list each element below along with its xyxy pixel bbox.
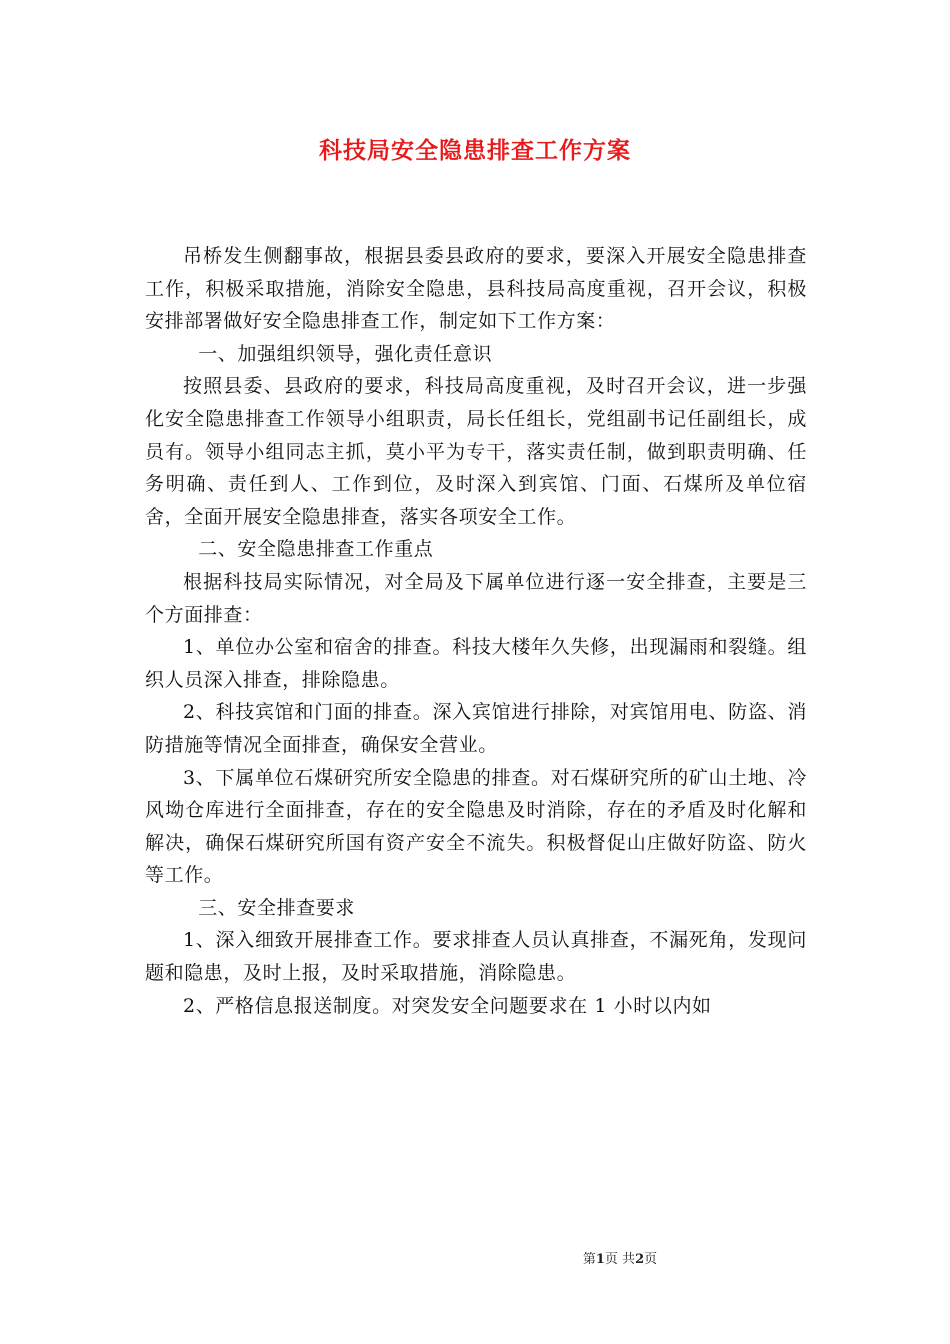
footer-total-pages: 2 bbox=[635, 1252, 645, 1267]
section-heading-3: 三、安全排查要求 bbox=[198, 896, 355, 919]
footer-page-number: 1 bbox=[595, 1252, 605, 1267]
list-item-3-1: 1、深入细致开展排查工作。要求排查人员认真排查，不漏死角，发现问题和隐患，及时上报，及时采取措施，消除隐患。 bbox=[145, 929, 807, 985]
list-item-2-3: 3、下属单位石煤研究所安全隐患的排查。对石煤研究所的矿山土地、冷风坳仓库进行全面排查，存在的安全隐患及时消除，存在的矛盾及时化解和解决，确保石煤研究所国有资产安全不流失。积极督促山庄做好防盗、防火等工作。 bbox=[145, 766, 807, 887]
paragraph-section-2: 根据科技局实际情况，对全局及下属单位进行逐一安全排查，主要是三个方面排查： bbox=[145, 570, 807, 626]
paragraph-intro: 吊桥发生侧翻事故，根据县委县政府的要求，要深入开展安全隐患排查工作，积极采取措施，消除安全隐患，县科技局高度重视，召开会议，积极安排部署做好安全隐患排查工作，制定如下工作方案： bbox=[145, 245, 807, 333]
list-item-3-2: 2、严格信息报送制度。对突发安全问题要求在 1 小时以内如 bbox=[183, 994, 712, 1017]
paragraph-section-1: 按照县委、县政府的要求，科技局高度重视，及时召开会议，进一步强化安全隐患排查工作领导小组职责，局长任组长，党组副书记任副组长，成员有。领导小组同志主抓，莫小平为专干，落实责任制，做到职责明确、任务明确、责任到人、工作到位，及时深入到宾馆、门面、石煤所及单位宿舍，全面开展安全隐患排查，落实各项安全工作。 bbox=[145, 375, 807, 528]
footer-middle: 页 共 bbox=[604, 1252, 636, 1267]
list-item-2-2: 2、科技宾馆和门面的排查。深入宾馆进行排除，对宾馆用电、防盗、消防措施等情况全面排查，确保安全营业。 bbox=[145, 701, 807, 756]
document-title: 科技局安全隐患排查工作方案 bbox=[319, 138, 631, 164]
list-item-2-1: 1、单位办公室和宿舍的排查。科技大楼年久失修，出现漏雨和裂缝。组织人员深入排查，排除隐患。 bbox=[145, 636, 807, 691]
footer-suffix: 页 bbox=[644, 1252, 658, 1267]
page-footer bbox=[0, 1248, 950, 1267]
footer-prefix: 第 bbox=[582, 1252, 596, 1267]
section-heading-1: 一、加强组织领导，强化责任意识 bbox=[198, 342, 493, 365]
document-body bbox=[145, 240, 807, 1022]
section-heading-2: 二、安全隐患排查工作重点 bbox=[198, 538, 434, 561]
